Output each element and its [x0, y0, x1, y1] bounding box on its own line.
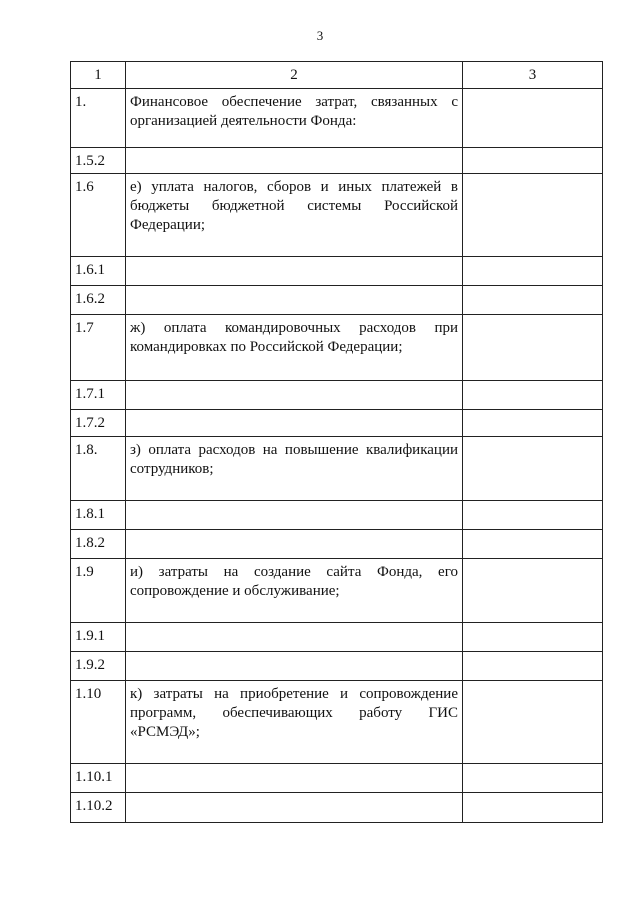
row-number-cell: 1.10	[71, 681, 126, 764]
row-value-cell	[463, 530, 603, 559]
row-description-cell	[126, 764, 463, 793]
row-value-cell	[463, 315, 603, 381]
table-row	[71, 437, 603, 501]
row-value-cell	[463, 501, 603, 530]
row-value-cell	[463, 652, 603, 681]
row-value-cell	[463, 89, 603, 148]
row-value-cell	[463, 257, 603, 286]
row-value-cell	[463, 410, 603, 437]
row-number-cell: 1.7.2	[71, 410, 126, 437]
row-description-cell	[126, 148, 463, 174]
row-number-cell: 1.	[71, 89, 126, 148]
header-cell: 1	[71, 62, 126, 89]
row-number-cell: 1.10.2	[71, 793, 126, 823]
row-value-cell	[463, 286, 603, 315]
table-row	[71, 681, 603, 764]
row-value-cell	[463, 148, 603, 174]
table-row	[71, 381, 603, 410]
row-number-cell: 1.8.	[71, 437, 126, 501]
header-cell: 3	[463, 62, 603, 89]
row-value-cell	[463, 437, 603, 501]
table-row	[71, 174, 603, 257]
row-value-cell	[463, 381, 603, 410]
row-number-cell: 1.9.2	[71, 652, 126, 681]
row-description-cell	[126, 793, 463, 823]
row-number-cell: 1.9.1	[71, 623, 126, 652]
row-description-cell: к) затраты на приобретение и сопровождение программ, обеспечивающих работу ГИС «РСМЭД»;	[126, 681, 463, 764]
row-value-cell	[463, 174, 603, 257]
row-description-cell	[126, 410, 463, 437]
row-description-cell	[126, 257, 463, 286]
row-value-cell	[463, 623, 603, 652]
row-number-cell: 1.6	[71, 174, 126, 257]
table-row	[71, 652, 603, 681]
row-number-cell: 1.7.1	[71, 381, 126, 410]
row-value-cell	[463, 764, 603, 793]
table-row	[71, 530, 603, 559]
row-number-cell: 1.9	[71, 559, 126, 623]
page-number: 3	[316, 28, 324, 43]
row-value-cell	[463, 681, 603, 764]
row-number-cell: 1.8.2	[71, 530, 126, 559]
row-description-cell	[126, 623, 463, 652]
row-description-cell: Финансовое обеспечение затрат, связанных с организацией деятельности Фонда:	[126, 89, 463, 148]
row-number-cell: 1.7	[71, 315, 126, 381]
table-row	[71, 257, 603, 286]
row-description-cell: е) уплата налогов, сборов и иных платежей в бюджеты бюджетной системы Российской Федерации;	[126, 174, 463, 257]
row-value-cell	[463, 559, 603, 623]
row-description-cell	[126, 286, 463, 315]
row-number-cell: 1.8.1	[71, 501, 126, 530]
table-row	[71, 148, 603, 174]
table-row	[71, 286, 603, 315]
table-row	[71, 410, 603, 437]
row-description-cell: и) затраты на создание сайта Фонда, его сопровождение и обслуживание;	[126, 559, 463, 623]
table-row	[71, 501, 603, 530]
row-description-cell	[126, 652, 463, 681]
row-number-cell: 1.10.1	[71, 764, 126, 793]
expenses-table	[70, 61, 603, 823]
row-number-cell: 1.5.2	[71, 148, 126, 174]
row-value-cell	[463, 793, 603, 823]
table-row	[71, 315, 603, 381]
table-row	[71, 89, 603, 148]
table-row	[71, 793, 603, 823]
table-row	[71, 559, 603, 623]
row-description-cell: з) оплата расходов на повышение квалификации сотрудников;	[126, 437, 463, 501]
row-description-cell	[126, 530, 463, 559]
table-row	[71, 764, 603, 793]
row-description-cell: ж) оплата командировочных расходов при командировках по Российской Федерации;	[126, 315, 463, 381]
header-cell: 2	[126, 62, 463, 89]
table-row	[71, 623, 603, 652]
table-header-row	[71, 62, 603, 89]
row-description-cell	[126, 501, 463, 530]
row-number-cell: 1.6.1	[71, 257, 126, 286]
row-description-cell	[126, 381, 463, 410]
row-number-cell: 1.6.2	[71, 286, 126, 315]
